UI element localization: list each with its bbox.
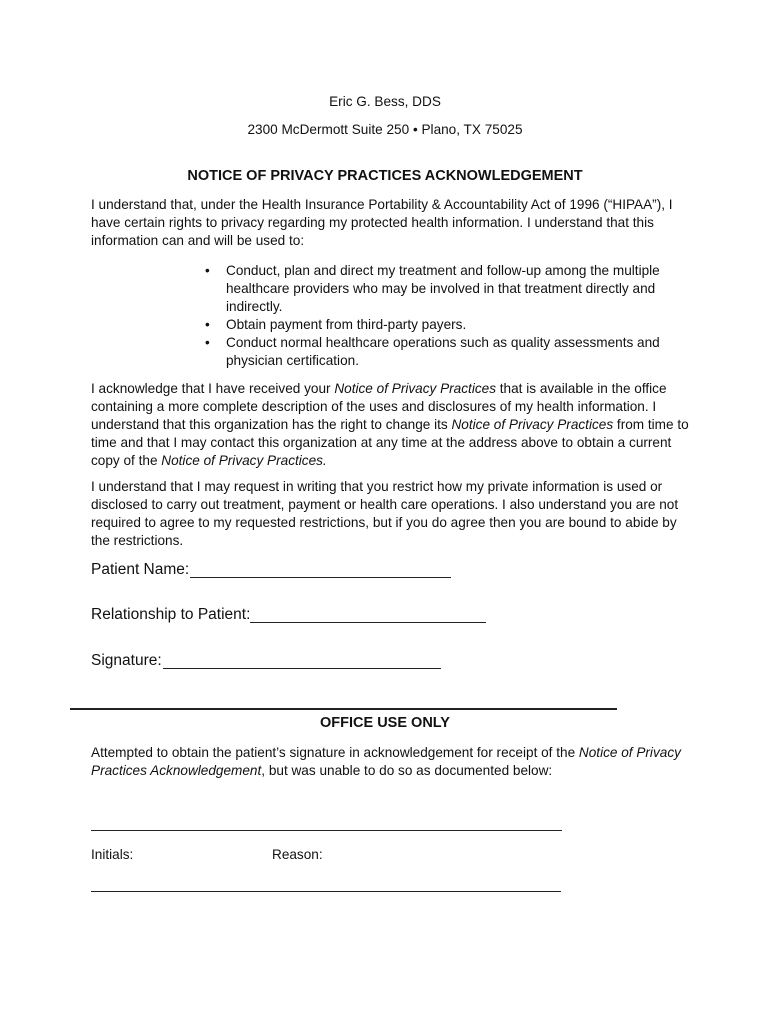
office-use-heading: OFFICE USE ONLY: [320, 715, 450, 731]
page-title: NOTICE OF PRIVACY PRACTICES ACKNOWLEDGEMENT: [187, 168, 583, 184]
patient-name-label: Patient Name:: [91, 561, 190, 578]
ack-notice-ref-2: Notice of Privacy Practices: [451, 417, 614, 432]
ack-notice-ref-3: Notice of Privacy Practices.: [161, 453, 327, 468]
acknowledgement-paragraph: [91, 380, 691, 470]
office-paragraph: [91, 744, 691, 780]
relationship-line[interactable]: [250, 622, 486, 623]
bullet-item: • Conduct, plan and direct my treatment and follow-up among the multiple healthcare providers who may be involved in that treatment directly and indirectly.: [205, 262, 685, 316]
office-line-top[interactable]: [91, 830, 562, 831]
initials-label: Initials:: [91, 847, 134, 862]
relationship-label: Relationship to Patient:: [91, 606, 251, 623]
signature-label: Signature:: [91, 652, 162, 669]
bullet-item: • Obtain payment from third-party payers.: [205, 316, 685, 334]
practice-address: 2300 McDermott Suite 250 • Plano, TX 75025: [247, 122, 523, 137]
office-text-1: Attempted to obtain the patient’s signature in acknowledgement for receipt of the: [91, 745, 579, 760]
ack-text-2: that is available in the office containing a more complete description of the uses and disclosures of my health information. I understand that this organization has the right to change its: [91, 381, 667, 432]
usage-bullet-list: [205, 262, 685, 370]
reason-label: Reason:: [272, 847, 323, 862]
intro-paragraph: I understand that, under the Health Insurance Portability & Accountability Act of 1996 (“HIPAA”), I have certain rights to privacy regarding my protected health information. I understand that this information can and will be used to:: [91, 197, 673, 248]
ack-notice-ref-1: Notice of Privacy Practices: [334, 381, 496, 396]
ack-text-3: from time to time and that I may contact this organization at any time at the address above to obtain a current copy of the: [91, 417, 689, 468]
restriction-paragraph: I understand that I may request in writing that you restrict how my private information is used or disclosed to carry out treatment, payment or health care operations. I also understand you are not required to agree to my requested restrictions, but if you do agree then you are bound to abide by the restrictions.: [91, 479, 679, 548]
patient-name-line[interactable]: [190, 577, 451, 578]
section-divider: [70, 708, 617, 710]
signature-line[interactable]: [163, 668, 441, 669]
ack-text-1: I acknowledge that I have received your: [91, 381, 335, 396]
bullet-item: • Conduct normal healthcare operations such as quality assessments and physician certification.: [205, 334, 685, 370]
office-notice-ref: Notice of Privacy Practices Acknowledgement: [91, 745, 681, 778]
office-line-bottom[interactable]: [91, 891, 561, 892]
office-text-2: , but was unable to do so as documented below:: [261, 763, 553, 778]
practitioner-name: Eric G. Bess, DDS: [329, 94, 441, 109]
